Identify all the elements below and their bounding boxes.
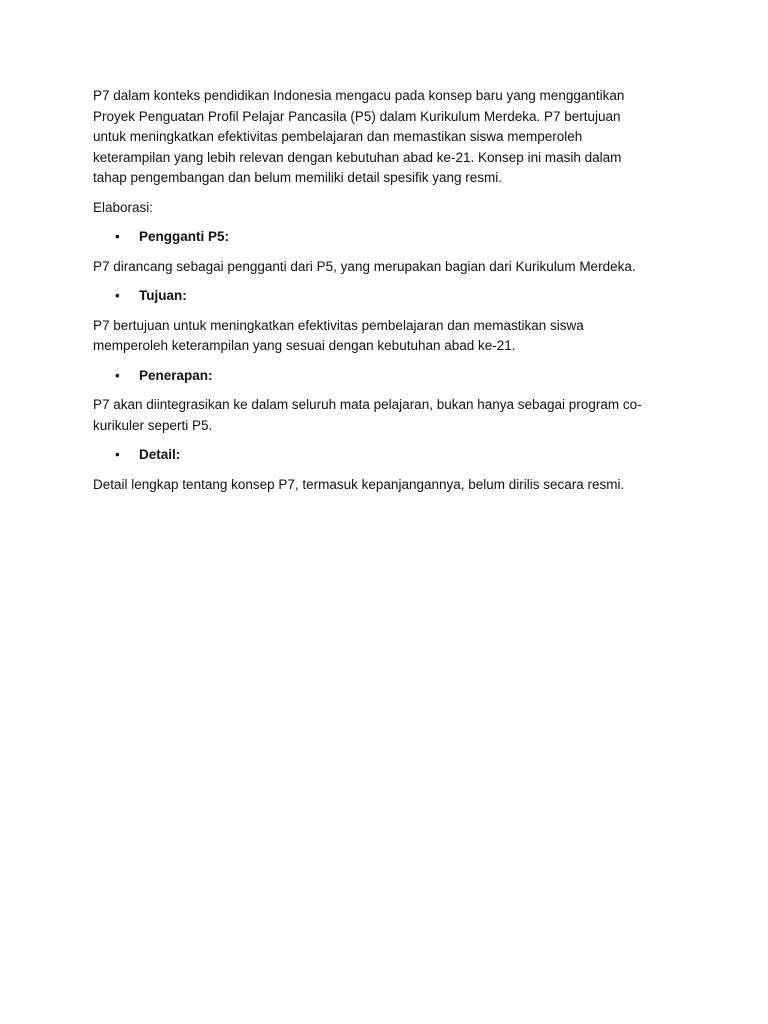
section-heading-text: Penerapan: (139, 367, 213, 383)
section-body-detail: Detail lengkap tentang konsep P7, termasuk kepanjangannya, belum dirilis secara resmi. (93, 476, 625, 492)
elaborasi-label: Elaborasi: (93, 199, 154, 215)
section-heading-penerapan (93, 366, 676, 387)
section-body-penerapan: P7 akan diintegrasikan ke dalam seluruh mata pelajaran, bukan hanya sebagai program co- kurikuler seperti P5. (93, 397, 642, 433)
section-heading-detail (93, 445, 676, 466)
section-heading-text: Pengganti P5: (139, 229, 230, 244)
section-heading-text: Detail: (139, 447, 181, 462)
intro-paragraph: P7 dalam konteks pendidikan Indonesia mengacu pada konsep baru yang menggantikan Proyek Penguatan Profil Pelajar Pancasila (P5) dalam Kurikulum Merdeka. P7 bertujuan untuk meningkatkan efektivitas pembelajaran dan memastikan siswa memperoleh keterampilan yang lebih relevan dengan kebutuhan abad ke-21. Konsep ini masih dalam tahap pengembangan dan belum memiliki detail spesifik yang resmi. (93, 88, 625, 185)
bullet-icon: • (115, 447, 120, 462)
bullet-icon: • (115, 229, 120, 244)
section-body-tujuan: P7 bertujuan untuk meningkatkan efektivitas pembelajaran dan memastikan siswa memperoleh keterampilan yang sesuai dengan kebutuhan abad ke-21. (93, 317, 584, 353)
bullet-icon: • (115, 288, 120, 303)
section-heading-pengganti (93, 227, 676, 248)
section-heading-text: Tujuan: (139, 288, 187, 303)
bullet-icon: • (115, 367, 120, 383)
section-heading-tujuan (93, 286, 676, 307)
section-body-pengganti: P7 dirancang sebagai pengganti dari P5, yang merupakan bagian dari Kurikulum Merdeka. (93, 258, 636, 274)
